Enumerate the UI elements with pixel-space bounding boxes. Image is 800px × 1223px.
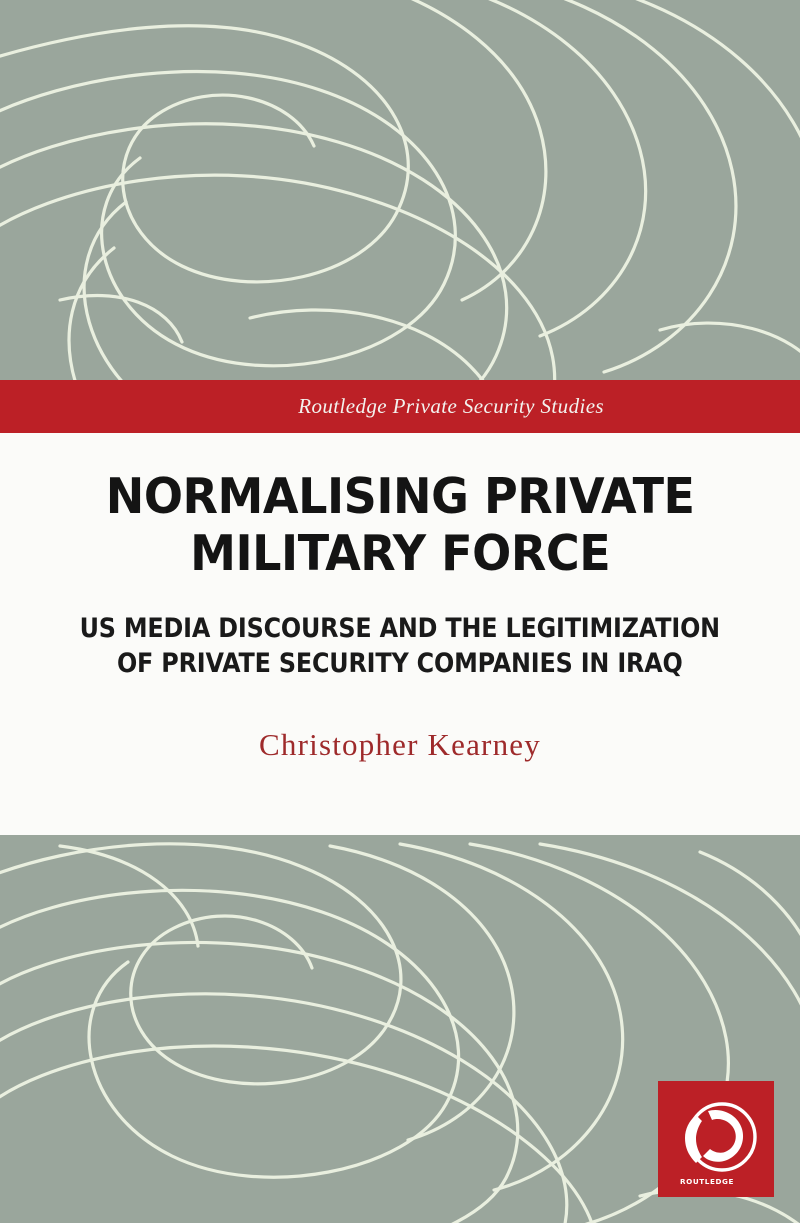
book-title-line-2: MILITARY FORCE (189, 524, 611, 582)
book-subtitle (80, 611, 720, 681)
book-subtitle-line-2: OF PRIVATE SECURITY COMPANIES IN IRAQ (117, 647, 683, 679)
series-title: Routledge Private Security Studies (298, 394, 604, 418)
book-title (106, 469, 695, 583)
author-name: Christopher Kearney (259, 727, 541, 763)
book-subtitle-line-1: US MEDIA DISCOURSE AND THE LEGITIMIZATION (79, 612, 721, 644)
routledge-logo (658, 1081, 774, 1197)
svg-text:ROUTLEDGE: ROUTLEDGE (680, 1177, 735, 1186)
book-title-line-1: NORMALISING PRIVATE (105, 468, 695, 525)
series-band (0, 380, 800, 433)
title-panel (0, 433, 800, 835)
